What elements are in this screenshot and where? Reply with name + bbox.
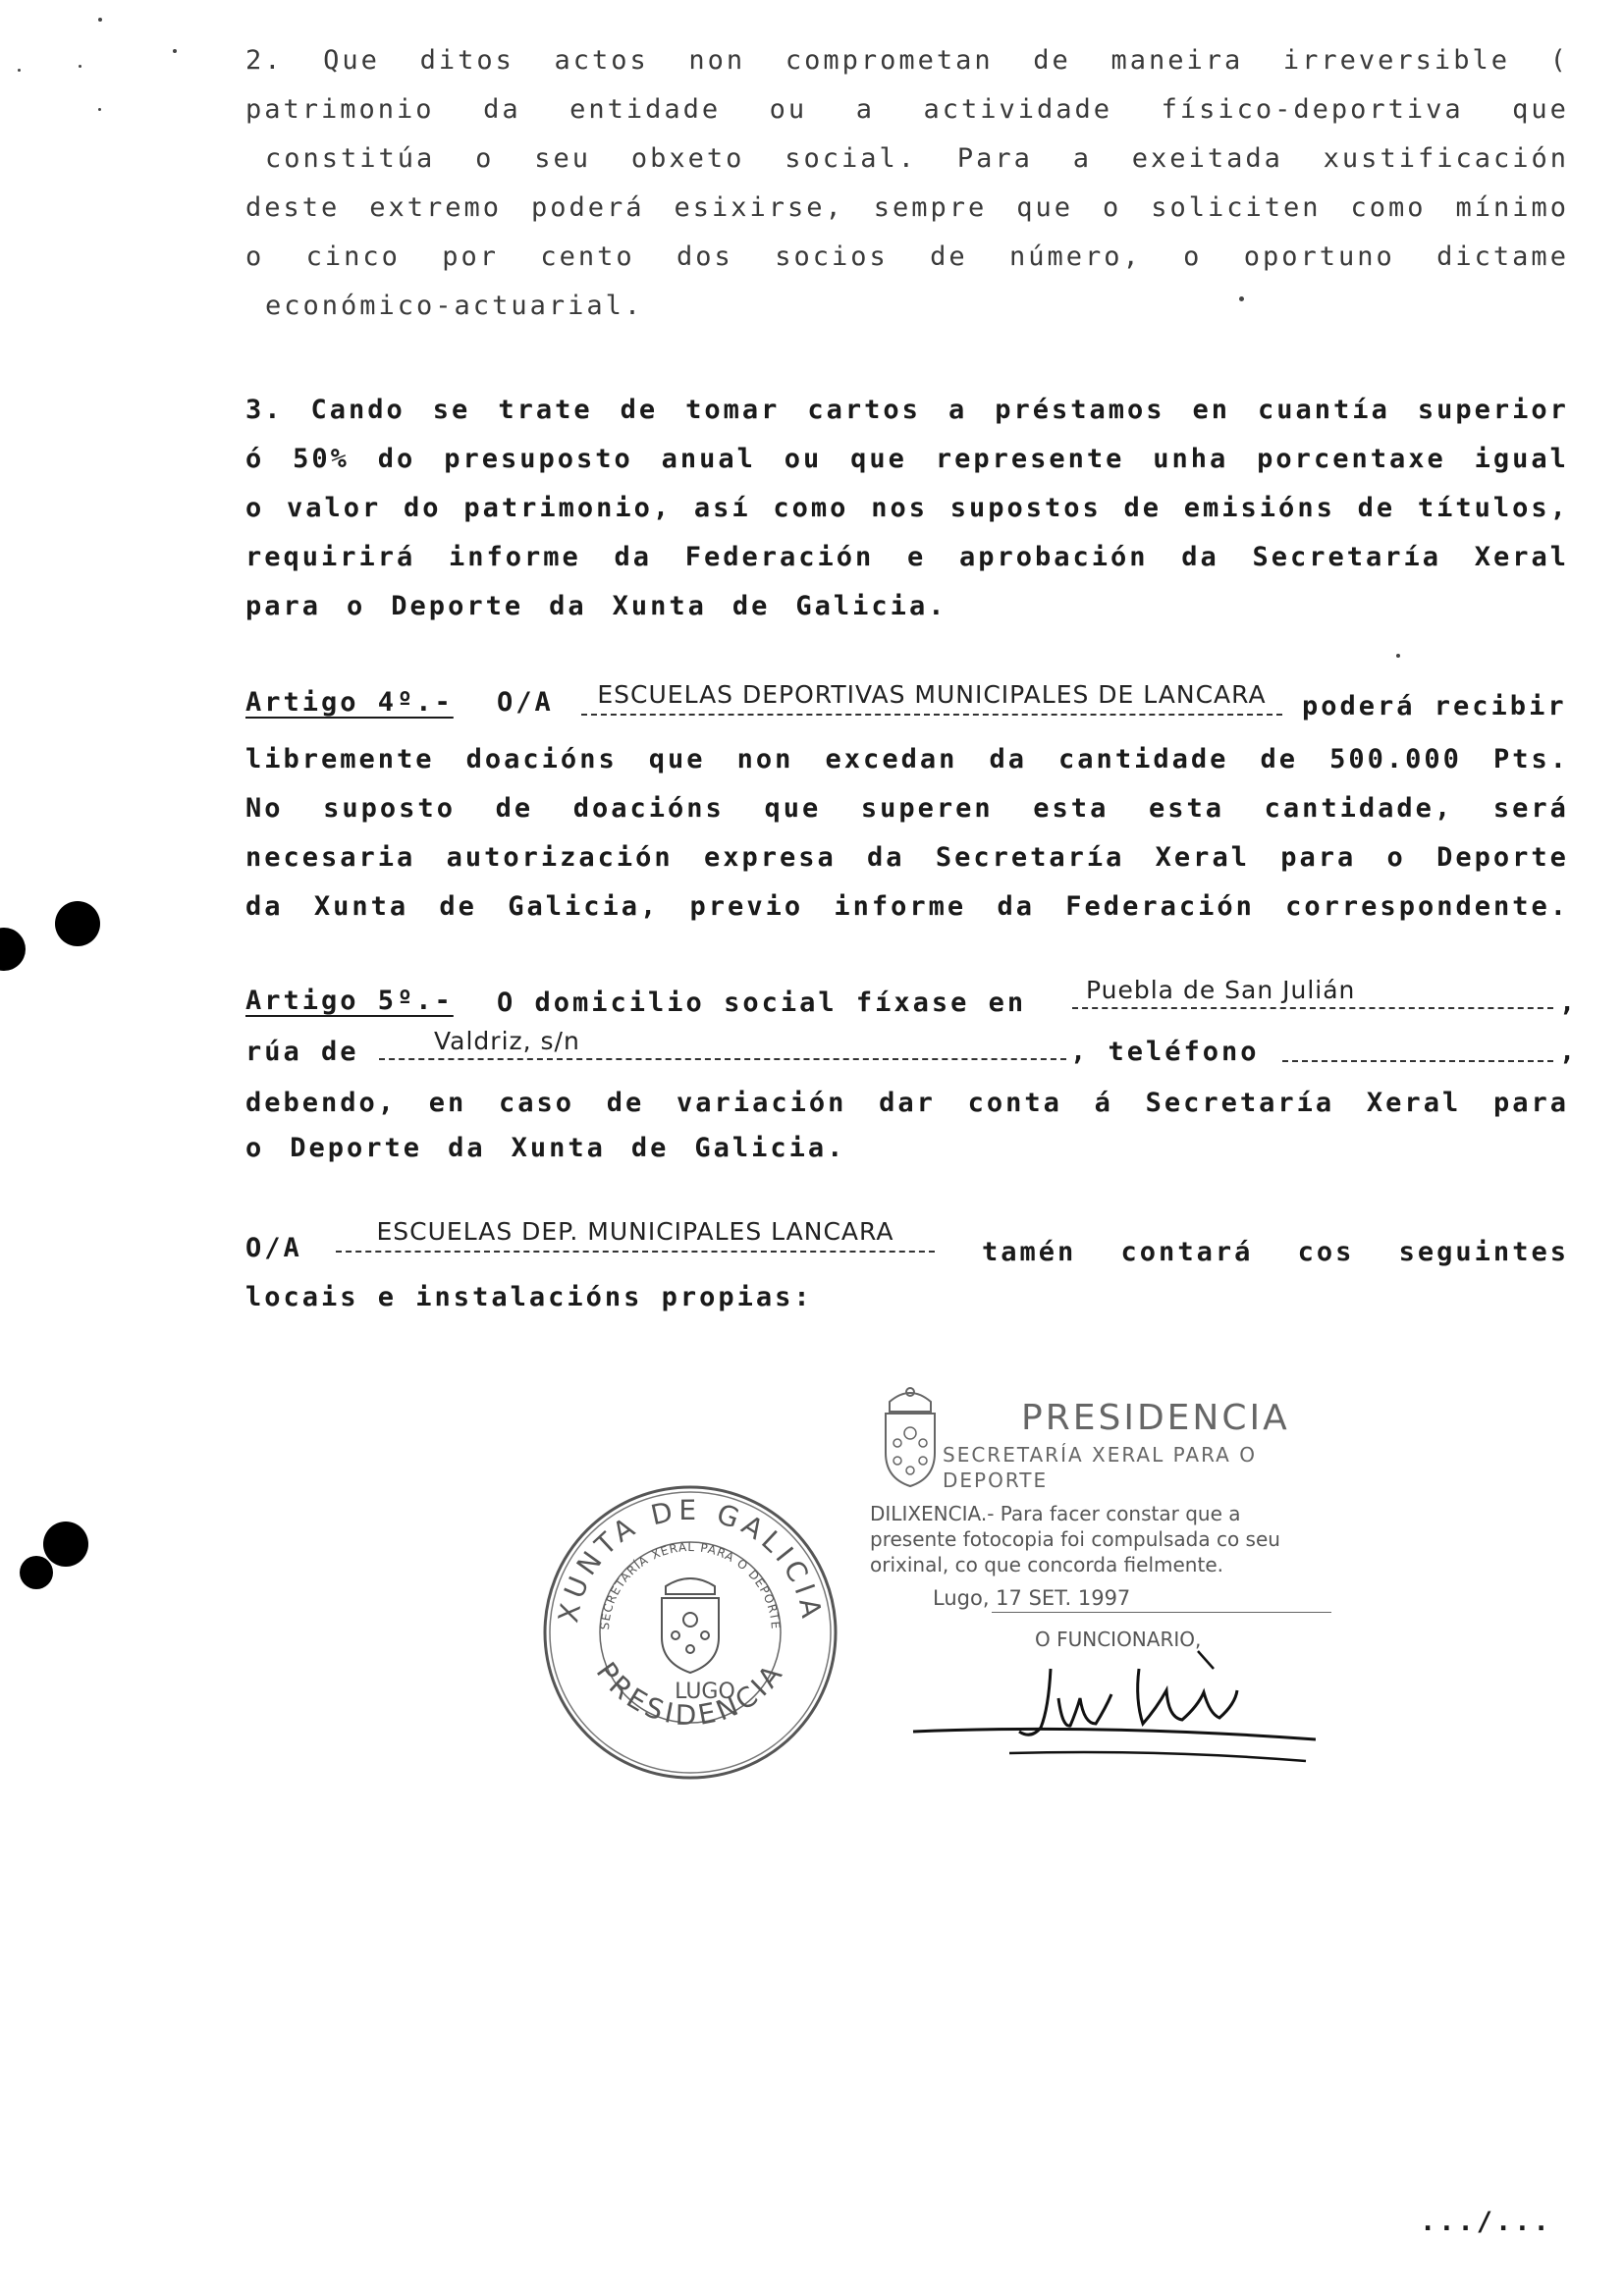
word: a [1072,143,1092,174]
p3-line [245,589,1569,624]
presidencia-stamp [864,1374,1375,1669]
word: o [475,143,495,174]
stamp-subtitle: SECRETARÍA XERAL PARA O [943,1443,1257,1467]
word: como [773,493,849,523]
p2-line [265,289,1569,324]
word: da [997,891,1035,922]
a5-line [245,1086,1569,1121]
word: de [495,793,534,824]
stamp-title: PRESIDENCIA [1021,1398,1290,1438]
word: Cando [310,395,406,425]
word: oportuno [1243,241,1395,272]
p3-line [245,491,1569,526]
word: Xeral [1366,1088,1462,1118]
street-label: rúa de [245,1037,359,1067]
word: maneira [1110,45,1244,76]
word: de [930,241,968,272]
word: emisións [1183,493,1335,523]
punch-hole-top-edge [0,928,26,971]
word: e [907,542,927,572]
word: represente [935,444,1125,474]
phone-label: , teléfono [1070,1037,1260,1067]
closing-entity-field[interactable]: ESCUELAS DEP. MUNICIPALES LANCARA [336,1217,935,1253]
word: o [347,591,366,621]
word: cento [540,241,635,272]
word: ó [245,444,265,474]
word: Galicia. [694,1133,846,1163]
word: entidade [569,94,722,125]
word: Secretaría [935,842,1125,873]
word: de [1357,493,1396,523]
word: se [432,395,471,425]
word: Deporte [391,591,524,621]
word: previo [689,891,804,922]
p3-line [245,393,1569,428]
a5-line [245,1131,1569,1166]
word: dar [879,1088,936,1118]
scan-speck [79,65,81,68]
word: constitúa [265,143,436,174]
word: sempre [873,192,988,223]
word: Galicia, [508,891,660,922]
diligence-line-1: DILIXENCIA.- Para facer constar que a [870,1502,1241,1525]
seal-bottom-text: PRESIDENCIA [589,1656,791,1733]
date-underline [992,1612,1331,1613]
word: seu [534,143,592,174]
a4-line [245,840,1569,876]
word: valor [287,493,382,523]
word: cartos [807,395,921,425]
word: da [245,891,284,922]
word: deste [245,192,341,223]
word: ou [784,444,823,474]
p2-line [245,43,1569,79]
p3-line [245,442,1569,477]
word: presuposto [444,444,633,474]
closing-word: tamén [982,1237,1077,1267]
closing-word: contará [1120,1237,1254,1267]
scan-speck [1396,654,1400,658]
word: o [245,241,265,272]
word: económico-actuarial. [265,291,644,321]
word: para [1492,1088,1569,1118]
article-4-entity-field[interactable]: ESCUELAS DEPORTIVAS MUNICIPALES DE LANCARA [581,680,1282,716]
word: do [404,493,442,523]
word: xustificación [1323,143,1569,174]
word: autorización [446,842,674,873]
seal-outer-text: XUNTA DE GALICIA [552,1493,829,1626]
seal-city: LUGO [675,1680,735,1704]
word: ou [769,94,808,125]
word: 2. [245,45,284,76]
word: de [731,591,771,621]
word: doacións [465,744,618,774]
word: esixirse, [674,192,844,223]
word: á [1094,1088,1113,1118]
seal-inner-text: SECRETARÍA XERAL PARA O DEPORTE [597,1539,784,1630]
word: Secretaría [1252,542,1442,572]
word: así [693,493,751,523]
phone-comma: , [1559,1037,1579,1067]
punch-hole-bottom [43,1522,88,1567]
word: non [688,45,746,76]
word: da [483,94,521,125]
seal-shield-icon [662,1578,719,1673]
word: extremo [369,192,503,223]
word: Deporte [1436,842,1569,873]
article-5-title: Artigo 5º.- [245,986,454,1016]
word: da [1181,542,1219,572]
word: cuantía [1258,395,1390,425]
domicile-comma: , [1559,988,1579,1018]
word: Federación [1065,891,1255,922]
word: social. [785,143,918,174]
word: nos [871,493,928,523]
word: Pts. [1492,744,1569,774]
word: Xunta [612,591,707,621]
word: dos [677,241,733,272]
street-field[interactable]: Valdriz, s/n [379,1027,1066,1060]
coat-of-arms-icon [876,1382,945,1490]
word: cantidade [1058,744,1229,774]
word: actividade [923,94,1113,125]
closing-prefix: O/A [245,1233,302,1263]
p2-line [245,240,1569,275]
word: préstamos [995,395,1165,425]
scan-speck [98,18,102,22]
word: títulos, [1417,493,1569,523]
word: será [1492,793,1569,824]
word: comprometan [785,45,994,76]
p2-line [245,92,1569,128]
official-label: O FUNCIONARIO, [1035,1628,1202,1651]
word: caso [499,1088,575,1118]
word: a [855,94,875,125]
word: patrimonio, [463,493,673,523]
word: de [439,891,477,922]
word: 50% [293,444,350,474]
word: mínimo [1455,192,1569,223]
word: ditos [419,45,514,76]
word: da [614,542,653,572]
word: o [1183,241,1203,272]
domicile-field[interactable]: Puebla de San Julián [1072,976,1553,1009]
word: Secretaría [1145,1088,1335,1118]
word: unha [1153,444,1229,474]
word: dictame [1436,241,1569,272]
word: Federación [684,542,875,572]
word: libremente [245,744,435,774]
word: superen [860,793,994,824]
word: físico-deportiva [1161,94,1464,125]
word: aprobación [958,542,1149,572]
word: suposto [323,793,456,824]
word: o [245,1133,265,1163]
article-5-text: O domicilio social fíxase en [497,988,1027,1018]
word: requirirá [245,542,416,572]
closing-word: seguintes [1398,1237,1569,1267]
word: patrimonio [245,94,435,125]
word: como [1350,192,1427,223]
word: da [867,842,905,873]
word: informe [834,891,967,922]
word: esta [1033,793,1110,824]
word: doacións [572,793,725,824]
a4-line [245,889,1569,925]
word: Que [323,45,380,76]
closing-line2: locais e instalacións propias: [245,1282,813,1312]
closing-word: cos [1297,1237,1355,1267]
word: porcentaxe [1257,444,1446,474]
word: Para [956,143,1033,174]
word: Xunta [313,891,409,922]
word: que [648,744,706,774]
scan-speck [173,49,177,53]
word: da [989,744,1027,774]
word: de [630,1133,670,1163]
word: igual [1474,444,1569,474]
word: socios [775,241,889,272]
place-date: Lugo, 17 SET. 1997 [933,1586,1131,1610]
word: correspondente. [1285,891,1569,922]
article-4-prefix: O/A [497,687,554,718]
word: da [549,591,587,621]
word: o [1386,842,1406,873]
p2-line [245,190,1569,226]
word: anual [661,444,756,474]
word: informe [449,542,581,572]
word: de [1260,744,1298,774]
word: esta [1148,793,1224,824]
word: expresa [703,842,837,873]
word: non [736,744,794,774]
stamp-subtitle-2: DEPORTE [943,1468,1049,1492]
word: obxeto [630,143,745,174]
word: necesaria [245,842,416,873]
word: cantidade, [1264,793,1454,824]
p3-line [245,540,1569,575]
word: excedan [825,744,958,774]
word: que [850,444,907,474]
word: irreversible [1282,45,1510,76]
article-4-suffix: poderá recibir [1302,691,1567,721]
word: de [1123,493,1163,523]
word: para [1280,842,1357,873]
word: conta [967,1088,1062,1118]
scan-speck [18,69,21,72]
word: en [1192,395,1231,425]
word: de [606,1088,645,1118]
word: 500.000 [1329,744,1462,774]
word: Xeral [1155,842,1250,873]
punch-hole-bottom-2 [20,1556,53,1589]
diligence-line-3: orixinal, co que concorda fielmente. [870,1553,1223,1576]
word: da [448,1133,486,1163]
word: o [245,493,265,523]
article-4-title: Artigo 4º.- [245,687,454,718]
diligence-line-2: presente fotocopia foi compulsada co seu [870,1527,1280,1551]
p2-line [265,141,1569,177]
word: soliciten [1151,192,1322,223]
word: o [1102,192,1122,223]
word: 3. [245,395,284,425]
word: en [428,1088,467,1118]
scan-speck [98,108,101,111]
word: a [947,395,968,425]
word: ( [1549,45,1569,76]
word: tomar [685,395,781,425]
punch-hole-top [55,901,100,946]
word: cinco [305,241,401,272]
word: de [620,395,659,425]
word: de [1033,45,1071,76]
page-continuation-marker: .../... [1420,2207,1552,2237]
article-4-heading [245,687,454,718]
word: Deporte [290,1133,423,1163]
word: poderá [530,192,645,223]
a4-line [245,742,1569,777]
phone-field[interactable] [1282,1027,1553,1062]
word: No [245,793,284,824]
signature [903,1629,1316,1767]
word: que [1016,192,1074,223]
word: debendo, [245,1088,398,1118]
round-seal [538,1480,842,1785]
word: actos [554,45,649,76]
word: Xeral [1474,542,1569,572]
a4-line [245,791,1569,827]
article-5-heading [245,986,454,1016]
word: Galicia. [795,591,947,621]
word: exeitada [1131,143,1283,174]
word: que [1512,94,1569,125]
word: Xunta [511,1133,606,1163]
word: supostos [949,493,1102,523]
word: variación [677,1088,847,1118]
word: por [442,241,500,272]
word: do [377,444,416,474]
closing-line1 [982,1237,1569,1267]
word: número, [1008,241,1142,272]
word: trate [498,395,593,425]
word: para [245,591,322,621]
word: que [764,793,822,824]
word: superior [1417,395,1569,425]
